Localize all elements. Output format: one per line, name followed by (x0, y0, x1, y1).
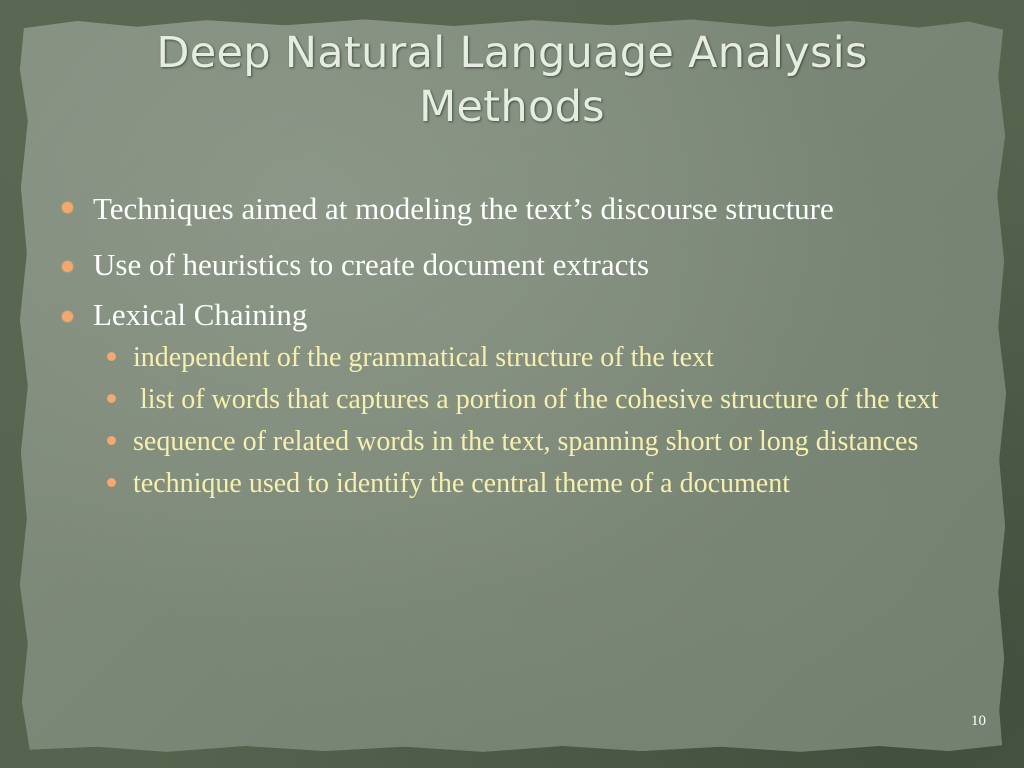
sub-bullet-text: sequence of related words in the text, spanning short or long distances (133, 426, 919, 457)
slide-title-line-2: Methods (419, 82, 605, 132)
bullet-item (60, 296, 960, 334)
bullet-text: Use of heuristics to create document extracts (93, 247, 650, 282)
sub-bullet-item (105, 466, 960, 502)
sub-bullet-dot-icon (107, 436, 116, 445)
sub-bullet-text: technique used to identify the central theme of a document (133, 468, 790, 499)
bullet-item (60, 178, 960, 240)
slide-title-line-1: Deep Natural Language Analysis (156, 28, 868, 78)
bullet-text: Lexical Chaining (93, 297, 308, 332)
page-number: 10 (971, 713, 986, 729)
sub-bullet-text: list of words that captures a portion of the cohesive structure of the text (133, 384, 939, 415)
bullet-dot-icon (62, 202, 73, 213)
sub-bullet-dot-icon (107, 478, 116, 487)
bullet-dot-icon (62, 261, 73, 272)
sub-bullet-text: independent of the grammatical structure of the text (133, 342, 714, 373)
sub-bullet-item (105, 424, 960, 460)
bullet-dot-icon (62, 311, 73, 322)
sub-bullet-dot-icon (107, 394, 116, 403)
slide-title (0, 26, 1024, 134)
sub-bullet-dot-icon (107, 352, 116, 361)
bullet-text: Techniques aimed at modeling the text’s discourse structure (93, 191, 834, 226)
slide-body (60, 190, 960, 502)
sub-bullet-item (105, 340, 960, 376)
sub-bullet-item (105, 382, 960, 418)
bullet-item (60, 246, 960, 284)
